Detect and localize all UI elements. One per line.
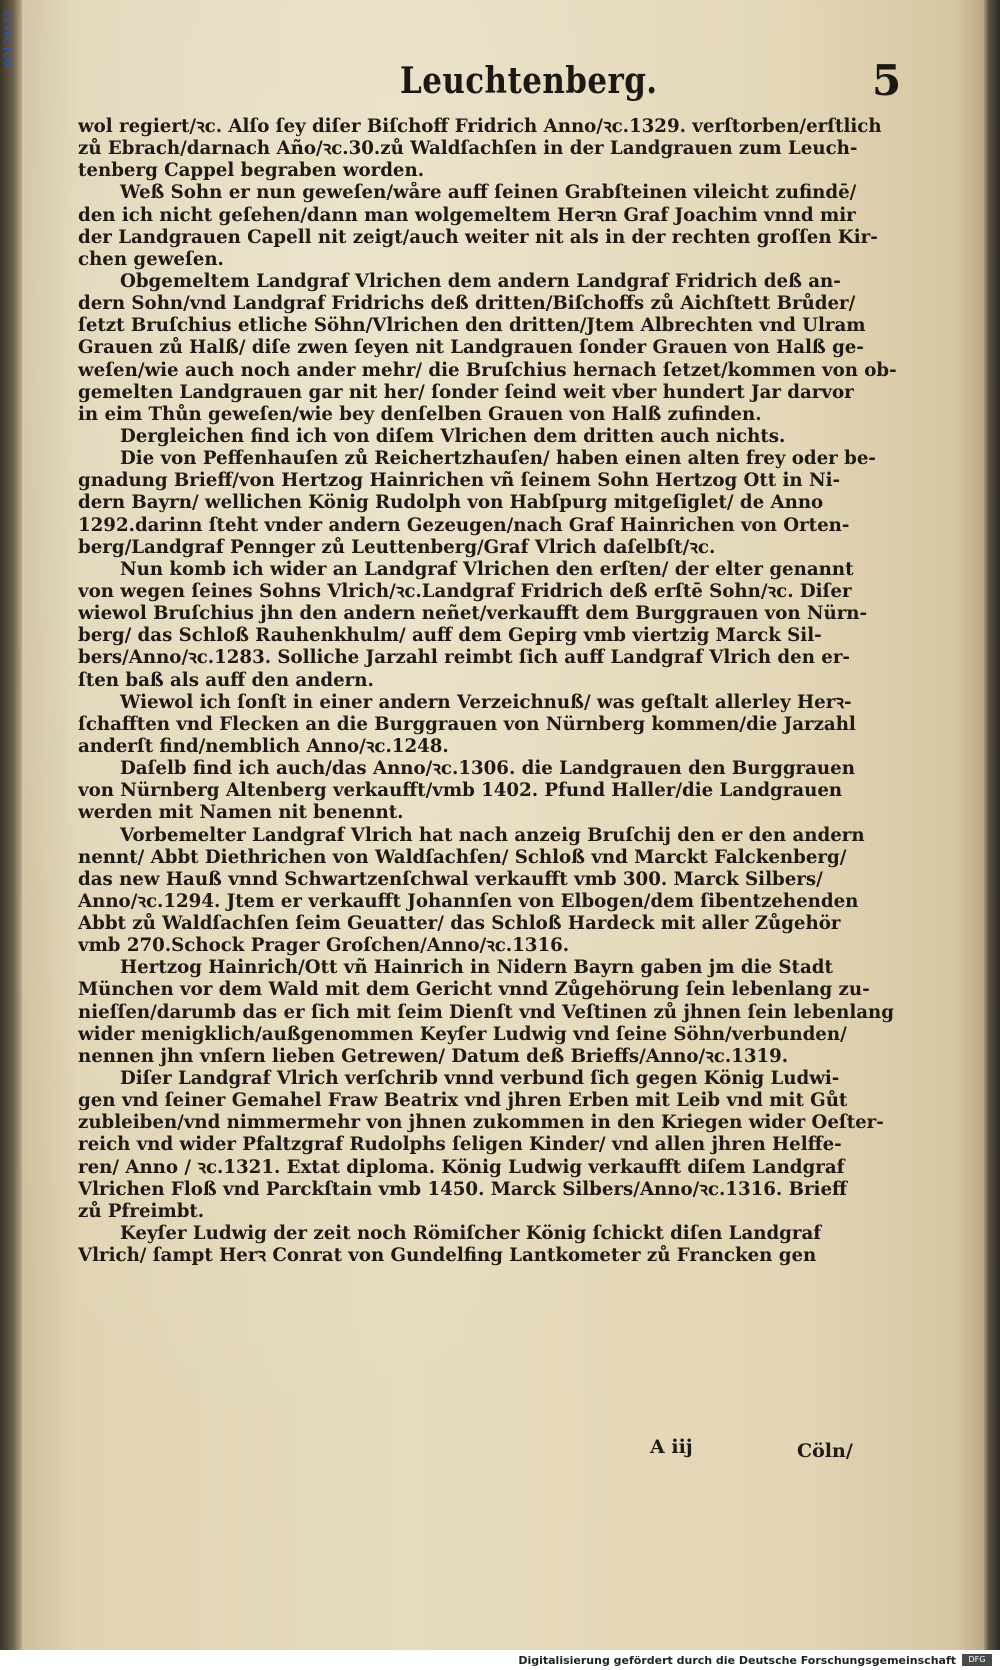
text-line: reich vnd wider Pfaltzgraf Rudolphs ſeligen Kinder/ vnd allen jhren Helffe- — [78, 1134, 842, 1156]
text-line: das new Hauß vnnd Schwartzenſchwal verkaufft vmb 300. Marck Silbers/ — [78, 868, 823, 890]
text-line: zů Ebrach/darnach Año/ꝛc.30.zů Waldſachſen in der Landgrauen zum Leuch- — [78, 138, 858, 160]
text-line: ſchafften vnd Flecken an die Burggrauen von Nürnberg kommen/die Jarzahl — [78, 713, 856, 735]
text-line: Vlrich/ ſampt Herꝛ Conrat von Gundelfing Lantkometer zů Francken gen — [78, 1245, 817, 1267]
text-line: von wegen ſeines Sohns Vlrich/ꝛc.Landgraf Fridrich deß erſtē Sohn/ꝛc. Diſer — [78, 580, 852, 602]
signature-mark: A iij — [650, 1436, 693, 1458]
running-title: Leuchtenberg. — [400, 60, 658, 102]
text-line: tenberg Cappel begraben worden. — [78, 160, 425, 182]
text-line: gen vnd ſeiner Gemahel Fraw Beatrix vnd jhren Erben mit Leib vnd mit Gůt — [78, 1090, 848, 1112]
text-line: weſen/wie auch noch ander mehr/ die Bruſchius hernach ſetzet/kommen von ob- — [78, 359, 897, 381]
funding-notice: Digitalisierung gefördert durch die Deutsche Forschungsgemeinschaft — [518, 1654, 956, 1667]
text-line: in eim Thůn geweſen/wie bey denſelben Grauen von Halß zufinden. — [78, 403, 762, 425]
scan-left-edge — [0, 0, 22, 1650]
text-line: dern Sohn/vnd Landgraf Fridrichs deß dritten/Biſchoffs zů Aichſtett Brůder/ — [78, 293, 856, 315]
text-line: berg/ das Schloß Rauhenkhulm/ auff dem Gepirg vmb viertzig Marck Sil- — [78, 625, 822, 647]
page-number: 5 — [872, 56, 902, 105]
text-line: zů Pfreimbt. — [78, 1200, 205, 1222]
text-line: vmb 270.Schock Prager Groſchen/Anno/ꝛc.1316. — [78, 935, 570, 957]
text-line: nennen jhn vnſern lieben Getrewen/ Datum deß Brieffs/Anno/ꝛc.1319. — [78, 1045, 789, 1067]
text-line: Vlrichen Floß vnd Parckſtain vmb 1450. Marck Silbers/Anno/ꝛc.1316. Brieff — [78, 1178, 847, 1200]
text-line: Nun komb ich wider an Landgraf Vlrichen den erſten/ der elter genannt — [120, 558, 854, 580]
book-page — [22, 0, 984, 1650]
body-text — [78, 116, 908, 1267]
text-line: Obgemeltem Landgraf Vlrichen dem andern Landgraf Fridrich deß an- — [120, 270, 841, 292]
shelfmark-label: 00103833 — [2, 10, 15, 66]
text-line: Dergleichen find ich von diſem Vlrichen dem dritten auch nichts. — [120, 425, 786, 447]
text-line: Wiewol ich ſonſt in einer andern Verzeichnuß/ was geſtalt allerley Herꝛ- — [120, 691, 852, 713]
text-line: nieſſen/darumb das er ſich mit ſeim Dienſt vnd Veſtinen zů jhnen ſein lebenlang — [78, 1001, 894, 1023]
text-line: Keyſer Ludwig der zeit noch Römiſcher König ſchickt diſen Landgraf — [120, 1223, 822, 1245]
text-line: Anno/ꝛc.1294. Jtem er verkaufft Johannſen von Elbogen/dem ſibentzehenden — [78, 890, 859, 912]
text-line: anderſt find/nemblich Anno/ꝛc.1248. — [78, 735, 449, 757]
text-line: den ich nicht geſehen/dann man wolgemeltem Herꝛn Graf Joachim vnnd mir — [78, 204, 856, 226]
text-line: chen geweſen. — [78, 248, 224, 270]
text-line: Die von Peffenhauſen zů Reichertzhauſen/ haben einen alten frey oder be- — [120, 448, 876, 470]
text-line: wiewol Bruſchius jhn den andern neñet/verkaufft dem Burggrauen von Nürn- — [78, 603, 868, 625]
text-line: gnadung Brieff/von Hertzog Hainrichen vñ ſeinem Sohn Hertzog Ott in Ni- — [78, 470, 841, 492]
text-line: wider menigklich/außgenommen Keyſer Ludwig vnd ſeine Söhn/verbunden/ — [78, 1023, 847, 1045]
text-line: Hertzog Hainrich/Ott vñ Hainrich in Nidern Bayrn gaben jm die Stadt — [120, 957, 833, 979]
digitization-footer — [0, 1650, 1000, 1670]
dfg-logo: DFG — [962, 1654, 992, 1666]
text-line: zubleiben/vnd nimmermehr von jhnen zukommen in den Kriegen wider Oeſter- — [78, 1112, 884, 1134]
text-line: werden mit Namen nit benennt. — [78, 802, 404, 824]
text-line: von Nürnberg Altenberg verkaufft/vmb 1402. Pfund Haller/die Landgrauen — [78, 780, 843, 802]
text-line: ſetzt Bruſchius etliche Söhn/Vlrichen den dritten/Jtem Albrechten vnd Ulram — [78, 315, 866, 337]
text-line: gemelten Landgrauen gar nit her/ ſonder ſeind weit vber hundert Jar darvor — [78, 381, 854, 403]
text-line: der Landgrauen Capell nit zeigt/auch weiter nit als in der rechten groſſen Kir- — [78, 226, 878, 248]
text-line: München vor dem Wald mit dem Gericht vnnd Zůgehörung ſein lebenlang zu- — [78, 979, 870, 1001]
page-header — [22, 56, 984, 116]
text-line: ſten baß als auff den andern. — [78, 669, 374, 691]
text-line: ren/ Anno / ꝛc.1321. Extat diploma. König Ludwig verkaufft diſem Landgraf — [78, 1156, 845, 1178]
text-line: berg/Landgraf Pennger zů Leuttenberg/Graf Vlrich daſelbſt/ꝛc. — [78, 536, 716, 558]
text-line: Grauen zů Halß/ diſe zwen ſeyen nit Landgrauen ſonder Grauen von Halß ge- — [78, 337, 864, 359]
text-line: 1292.darinn ſteht vnder andern Gezeugen/nach Graf Hainrichen von Orten- — [78, 514, 850, 536]
scan-right-edge — [984, 0, 1000, 1650]
text-line: Vorbemelter Landgraf Vlrich hat nach anzeig Bruſchij den er den andern — [120, 824, 865, 846]
text-line: dern Bayrn/ wellichen König Rudolph von Habſpurg mitgeſiglet/ de Anno — [78, 492, 824, 514]
catchword: Cöln/ — [797, 1440, 853, 1462]
text-line: Daſelb find ich auch/das Anno/ꝛc.1306. die Landgrauen den Burggrauen — [120, 758, 855, 780]
text-line: Abbt zů Waldſachſen ſeim Geuatter/ das Schloß Hardeck mit aller Zůgehör — [78, 913, 841, 935]
text-line: wol regiert/ꝛc. Alſo ſey diſer Biſchoff Fridrich Anno/ꝛc.1329. verſtorben/erſtlich — [78, 116, 882, 137]
text-line: Diſer Landgraf Vlrich verſchrib vnnd verbund ſich gegen König Ludwi- — [120, 1068, 840, 1090]
text-line: Weß Sohn er nun geweſen/wåre auff ſeinen Grabſteinen vileicht zufindē/ — [120, 182, 857, 204]
text-line: bers/Anno/ꝛc.1283. Solliche Jarzahl reimbt ſich auff Landgraf Vlrich den er- — [78, 647, 850, 669]
text-line: nennt/ Abbt Diethrichen von Waldſachſen/ Schloß vnd Marckt Falckenberg/ — [78, 846, 847, 868]
